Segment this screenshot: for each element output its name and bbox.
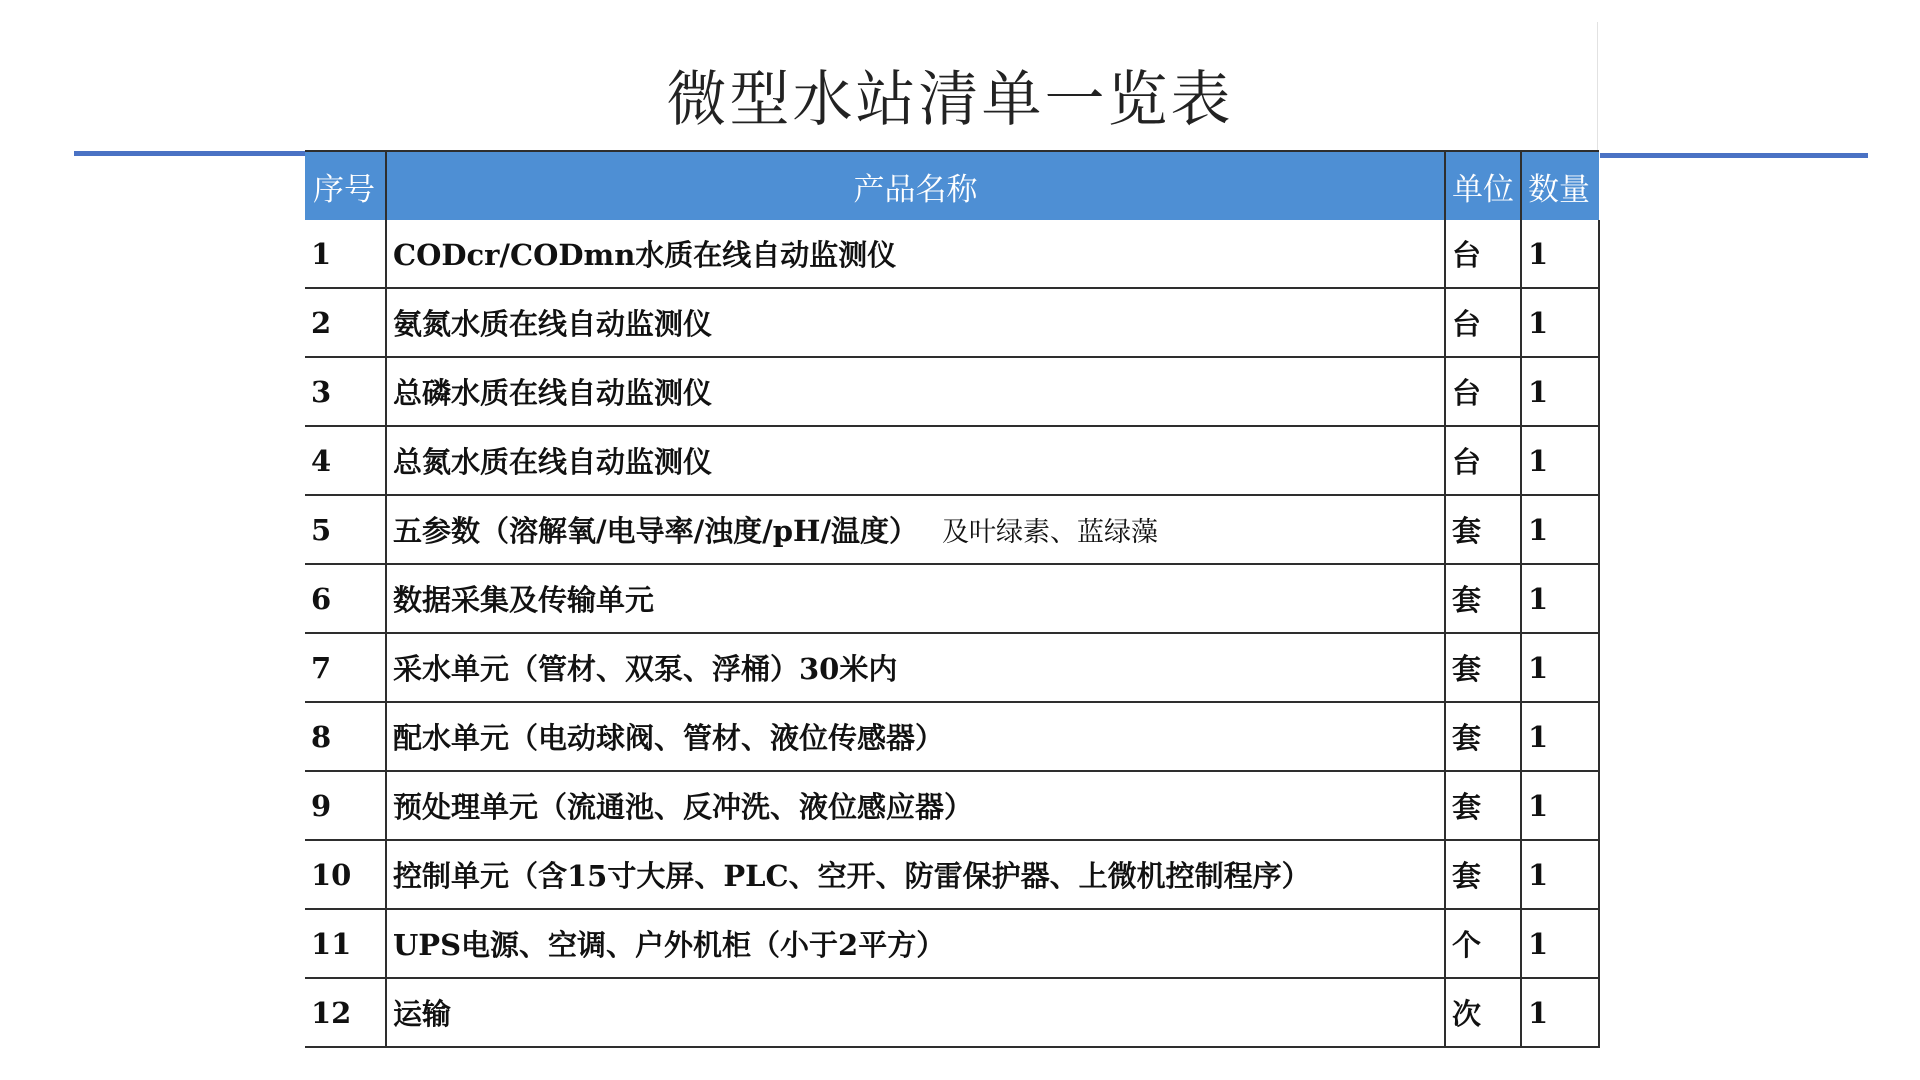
table-body	[305, 220, 1599, 1047]
cell-index: 9	[305, 771, 386, 840]
cell-unit: 台	[1445, 220, 1521, 288]
cell-unit: 个	[1445, 909, 1521, 978]
cell-index: 12	[305, 978, 386, 1047]
product-name-text: 总氮水质在线自动监测仪	[393, 445, 713, 479]
table-row	[305, 220, 1599, 288]
table-row	[305, 840, 1599, 909]
cell-quantity: 1	[1521, 357, 1599, 426]
cell-quantity: 1	[1521, 220, 1599, 288]
cell-quantity: 1	[1521, 978, 1599, 1047]
equipment-list-table	[305, 150, 1600, 1048]
header-index: 序号	[305, 151, 386, 220]
cell-product-name	[386, 357, 1445, 426]
cell-index: 7	[305, 633, 386, 702]
cell-unit: 套	[1445, 771, 1521, 840]
page-title: 微型水站清单一览表	[666, 65, 1234, 135]
equipment-list-table-container	[305, 150, 1599, 1048]
cell-index: 2	[305, 288, 386, 357]
table-row	[305, 771, 1599, 840]
cell-unit: 套	[1445, 840, 1521, 909]
table-row	[305, 288, 1599, 357]
table-row	[305, 978, 1599, 1047]
product-name-text: 配水单元（电动球阀、管材、液位传感器）	[393, 721, 945, 755]
cell-quantity: 1	[1521, 288, 1599, 357]
cell-index: 10	[305, 840, 386, 909]
cell-index: 6	[305, 564, 386, 633]
product-name-text: 预处理单元（流通池、反冲洗、液位感应器）	[393, 790, 974, 824]
header-unit: 单位	[1445, 151, 1521, 220]
cell-index: 11	[305, 909, 386, 978]
cell-unit: 台	[1445, 288, 1521, 357]
table-row	[305, 495, 1599, 564]
product-name-extra-text: 及叶绿素、蓝绿藻	[942, 517, 1159, 548]
table-row	[305, 357, 1599, 426]
table-row	[305, 564, 1599, 633]
table-row	[305, 909, 1599, 978]
cell-product-name	[386, 978, 1445, 1047]
cell-product-name	[386, 771, 1445, 840]
cell-quantity: 1	[1521, 840, 1599, 909]
cell-product-name	[386, 426, 1445, 495]
cell-quantity: 1	[1521, 426, 1599, 495]
cell-product-name	[386, 495, 1445, 564]
product-name-text: 氨氮水质在线自动监测仪	[393, 307, 713, 341]
table-header-row	[305, 151, 1599, 220]
cell-index: 4	[305, 426, 386, 495]
product-name-text: 总磷水质在线自动监测仪	[393, 376, 713, 410]
cell-index: 1	[305, 220, 386, 288]
decorative-line-left	[74, 151, 306, 156]
cell-unit: 套	[1445, 702, 1521, 771]
table-row	[305, 426, 1599, 495]
decorative-line-right	[1600, 153, 1868, 158]
cell-quantity: 1	[1521, 909, 1599, 978]
product-name-text: UPS电源、空调、户外机柜（小于2平方）	[393, 928, 946, 962]
cell-product-name	[386, 633, 1445, 702]
table-row	[305, 702, 1599, 771]
header-product-name: 产品名称	[386, 151, 1445, 220]
cell-quantity: 1	[1521, 495, 1599, 564]
cell-unit: 套	[1445, 564, 1521, 633]
product-name-text: CODcr/CODmn水质在线自动监测仪	[393, 238, 897, 272]
cell-index: 5	[305, 495, 386, 564]
product-name-text: 采水单元（管材、双泵、浮桶）30米内	[393, 652, 898, 686]
cell-unit: 套	[1445, 633, 1521, 702]
table-row	[305, 633, 1599, 702]
cell-product-name	[386, 288, 1445, 357]
product-name-text: 五参数（溶解氧/电导率/浊度/pH/温度）	[393, 514, 919, 548]
cell-index: 3	[305, 357, 386, 426]
cell-unit: 套	[1445, 495, 1521, 564]
cell-quantity: 1	[1521, 564, 1599, 633]
cell-product-name	[386, 702, 1445, 771]
cell-quantity: 1	[1521, 771, 1599, 840]
cell-index: 8	[305, 702, 386, 771]
cell-product-name	[386, 220, 1445, 288]
cell-quantity: 1	[1521, 633, 1599, 702]
cell-unit: 台	[1445, 426, 1521, 495]
cell-product-name	[386, 564, 1445, 633]
cell-product-name	[386, 840, 1445, 909]
product-name-text: 运输	[393, 997, 452, 1031]
cell-unit: 台	[1445, 357, 1521, 426]
product-name-text: 控制单元（含15寸大屏、PLC、空开、防雷保护器、上微机控制程序）	[393, 859, 1311, 893]
cell-unit: 次	[1445, 978, 1521, 1047]
cell-quantity: 1	[1521, 702, 1599, 771]
header-quantity: 数量	[1521, 151, 1599, 220]
cell-product-name	[386, 909, 1445, 978]
product-name-text: 数据采集及传输单元	[393, 583, 655, 617]
